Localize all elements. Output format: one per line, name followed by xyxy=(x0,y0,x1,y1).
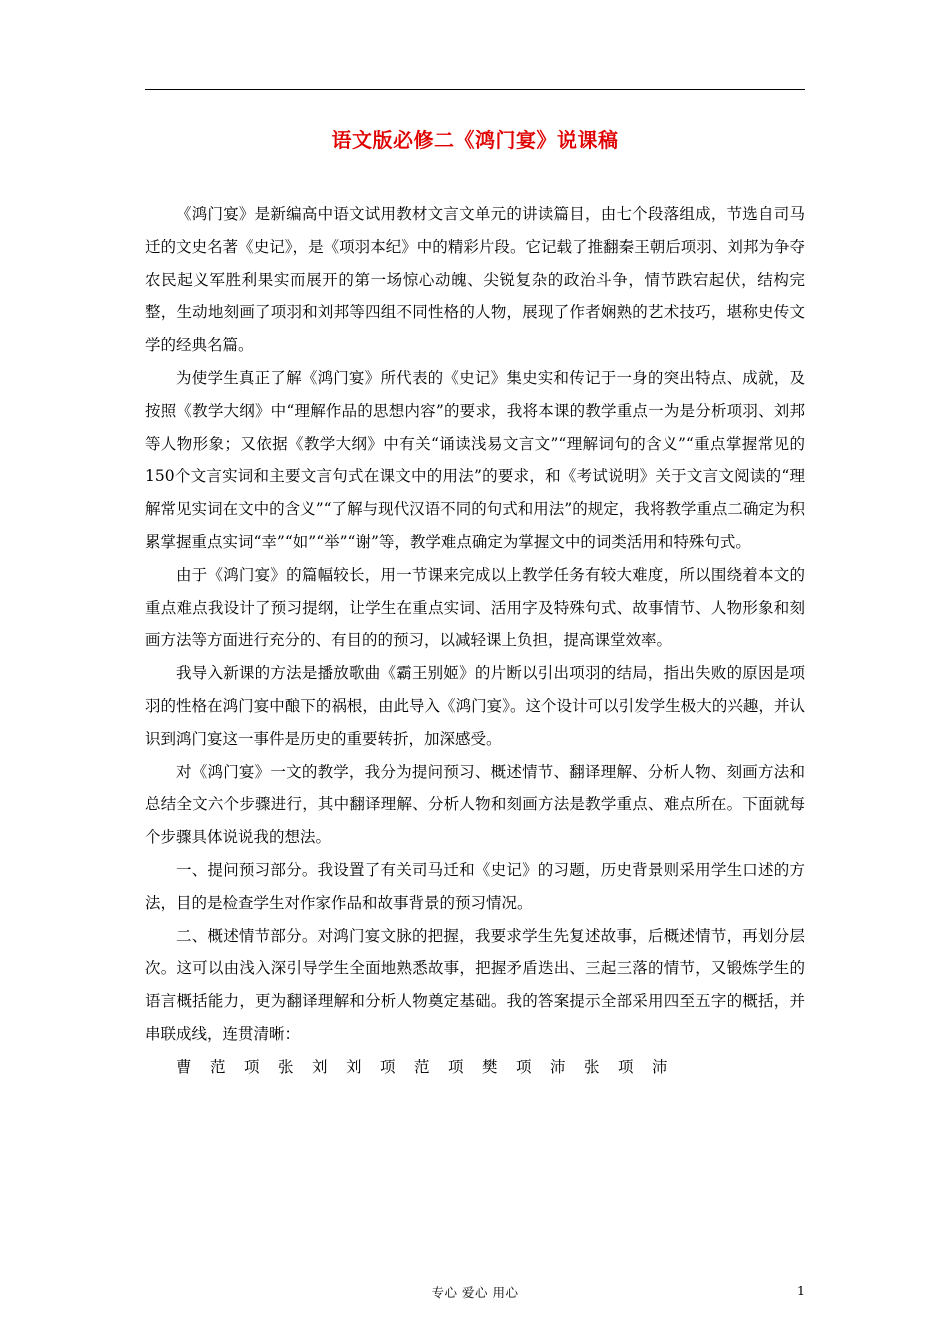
footer-motto: 专心 爱心 用心 xyxy=(431,1285,519,1300)
document-title: 语文版必修二《鸿门宴》说课稿 xyxy=(331,128,619,152)
character-name: 项 xyxy=(448,1057,464,1076)
character-name: 刘 xyxy=(346,1057,362,1076)
document-body xyxy=(145,198,805,1084)
paragraph-intro: 《鸿门宴》是新编高中语文试用教材文言文单元的讲读篇目，由七个段落组成，节选自司马迁的文史名著《史记》，是《项羽本纪》中的精彩片段。它记载了推翻秦王朝后项羽、刘邦为争夺农民起义军胜利果实而展开的第一场惊心动魄、尖锐复杂的政治斗争，情节跌宕起伏，结构完整，生动地刻画了项羽和刘邦等四组不同性格的人物，展现了作者娴熟的艺术技巧，堪称史传文学的经典名篇。 xyxy=(145,205,805,355)
character-name: 张 xyxy=(584,1057,600,1076)
character-name: 项 xyxy=(380,1057,396,1076)
character-name: 刘 xyxy=(312,1057,328,1076)
character-names-row xyxy=(145,1051,805,1084)
paragraph-introduction-method: 我导入新课的方法是播放歌曲《霸王别姬》的片断以引出项羽的结局，指出失败的原因是项羽的性格在鸿门宴中酿下的祸根，由此导入《鸿门宴》。这个设计可以引发学生极大的兴趣，并认识到鸿门宴这一事件是历史的重要转折，加深感受。 xyxy=(145,664,805,748)
paragraph-step-two: 二、概述情节部分。对鸿门宴文脉的把握，我要求学生先复述故事，后概述情节，再划分层次。这可以由浅入深引导学生全面地熟悉故事，把握矛盾迭出、三起三落的情节，又锻炼学生的语言概括能力，更为翻译理解和分析人物奠定基础。我的答案提示全部采用四至五字的概括，并串联成线，连贯清晰： xyxy=(145,926,805,1043)
paragraph-teaching-focus: 为使学生真正了解《鸿门宴》所代表的《史记》集史实和传记于一身的突出特点、成就，及按照《教学大纲》中“理解作品的思想内容”的要求，我将本课的教学重点一为是分析项羽、刘邦等人物形象；又依据《教学大纲》中有关“诵读浅易文言文”“理解词句的含义”“重点掌握常见的150个文言实词和主要文言句式在课文中的用法”的要求，和《考试说明》关于文言文阅读的“理解常见实词在文中的含义”“了解与现代汉语不同的句式和用法”的规定，我将教学重点二确定为积累掌握重点实词“幸”“如”“举”“谢”等，教学难点确定为掌握文中的词类活用和特殊句式。 xyxy=(145,368,805,551)
character-name: 曹 xyxy=(176,1057,192,1076)
paragraph-step-one: 一、提问预习部分。我设置了有关司马迁和《史记》的习题，历史背景则采用学生口述的方法，目的是检查学生对作家作品和故事背景的预习情况。 xyxy=(145,860,805,912)
character-name: 范 xyxy=(210,1057,226,1076)
character-name: 张 xyxy=(278,1057,294,1076)
character-name: 项 xyxy=(618,1057,634,1076)
paragraph-preview-outline: 由于《鸿门宴》的篇幅较长，用一节课来完成以上教学任务有较大难度，所以围绕着本文的重点难点我设计了预习提纲，让学生在重点实词、活用字及特殊句式、故事情节、人物形象和刻画方法等方面进行充分的、有目的的预习，以减轻课上负担，提高课堂效率。 xyxy=(145,565,805,650)
header-rule xyxy=(145,89,805,90)
character-name: 樊 xyxy=(482,1057,498,1076)
page-number: 1 xyxy=(797,1283,805,1298)
character-name: 项 xyxy=(516,1057,532,1076)
character-name: 沛 xyxy=(550,1057,566,1076)
paragraph-teaching-steps: 对《鸿门宴》一文的教学，我分为提问预习、概述情节、翻译理解、分析人物、刻画方法和总结全文六个步骤进行，其中翻译理解、分析人物和刻画方法是教学重点、难点所在。下面就每个步骤具体说说我的想法。 xyxy=(145,762,805,847)
character-name: 项 xyxy=(244,1057,260,1076)
character-name: 范 xyxy=(414,1057,430,1076)
character-name: 沛 xyxy=(652,1057,668,1076)
